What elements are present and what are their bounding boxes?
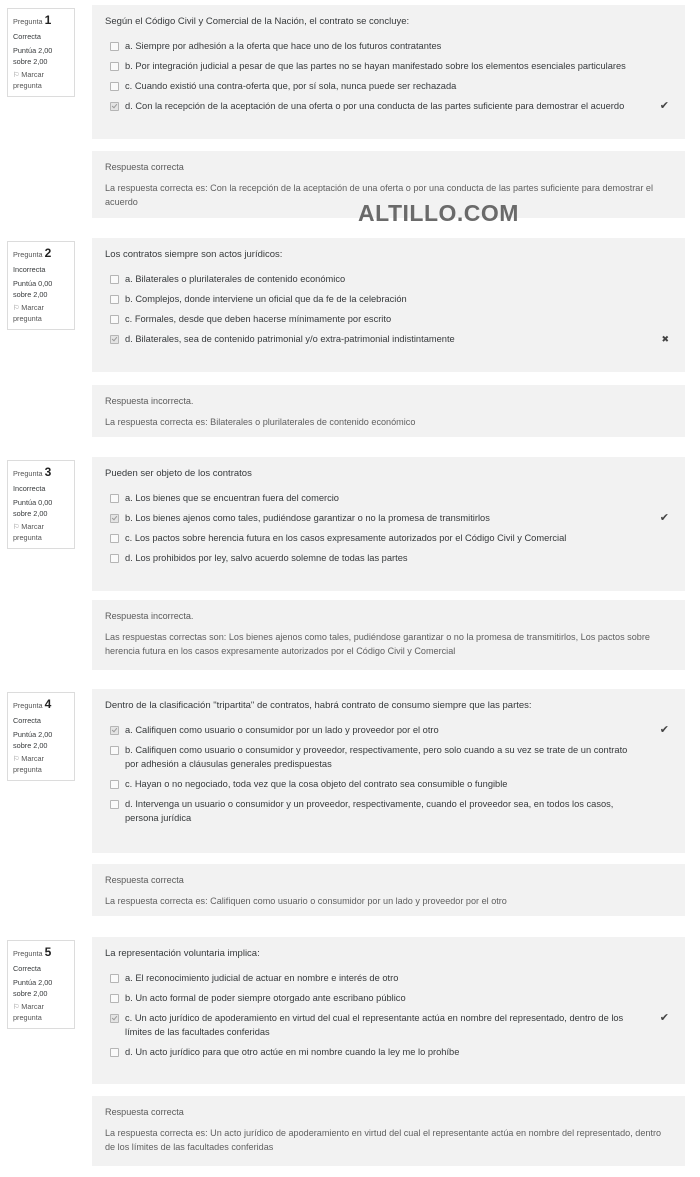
feedback-title: Respuesta correcta [105, 1107, 184, 1117]
question-formulation [92, 457, 685, 591]
correct-check-icon: ✔ [659, 512, 669, 524]
flag-icon: ⚐ [13, 72, 20, 80]
question-info [7, 692, 75, 781]
answer-checkbox-checked[interactable] [110, 102, 119, 111]
feedback-text: La respuesta correcta es: Un acto jurídico de apoderamiento en virtud del cual el representante actúa en nombre del representado, dentro de los límites de las facultades conferidas [105, 1128, 662, 1153]
answer-options [105, 971, 673, 1059]
answer-text: d. Un acto jurídico para que otro actúe en mi nombre cuando la ley me lo prohíbe [125, 1047, 460, 1057]
feedback-text: La respuesta correcta es: Califiquen como usuario o consumidor por un lado y proveedor por el otro [105, 896, 507, 907]
answer-option[interactable] [105, 39, 673, 53]
answer-text: a. Califiquen como usuario o consumidor por un lado y proveedor por el otro [125, 725, 439, 735]
answer-checkbox-checked[interactable] [110, 514, 119, 523]
answer-checkbox[interactable] [110, 974, 119, 983]
answer-text: c. Un acto jurídico de apoderamiento en virtud del cual el representante actúa en nombre del representado, dentro de los límites de las facultades conferidas [125, 1013, 624, 1037]
answer-option[interactable] [105, 743, 673, 771]
answer-checkbox[interactable] [110, 295, 119, 304]
question-text: Según el Código Civil y Comercial de la Nación, el contrato se concluye: [105, 16, 410, 27]
answer-checkbox[interactable] [110, 62, 119, 71]
answer-option[interactable] [105, 511, 673, 525]
question-number: 2 [44, 246, 52, 260]
question-state: Correcta [13, 964, 41, 974]
answer-option[interactable] [105, 777, 673, 791]
answer-checkbox[interactable] [110, 315, 119, 324]
question-score: Puntúa 2,00 sobre 2,00 [13, 729, 53, 750]
answer-option[interactable] [105, 531, 673, 545]
question-text: Dentro de la clasificación "tripartita" de contratos, habrá contrato de consumo siempre que las partes: [105, 700, 532, 711]
answer-checkbox-checked[interactable] [110, 335, 119, 344]
answer-text: c. Los pactos sobre herencia futura en los casos expresamente autorizados por el Código Civil y Comercial [125, 533, 567, 543]
question-info [7, 8, 75, 97]
answer-text: b. Los bienes ajenos como tales, pudiéndose garantizar o no la promesa de transmitirlos [125, 513, 490, 523]
feedback-title: Respuesta correcta [105, 875, 184, 885]
question-number: 3 [44, 465, 52, 479]
incorrect-cross-icon: ✖ [661, 334, 669, 344]
question-number: 5 [44, 945, 52, 959]
question-number: 4 [44, 697, 52, 711]
question-score: Puntúa 2,00 sobre 2,00 [13, 977, 53, 998]
flag-label: Marcar pregunta [13, 70, 44, 91]
question-state: Incorrecta [13, 484, 46, 494]
correct-check-icon: ✔ [659, 100, 669, 112]
answer-option[interactable] [105, 491, 673, 505]
feedback-title: Respuesta incorrecta. [105, 611, 194, 621]
question-label: Pregunta [13, 949, 43, 958]
flag-icon: ⚐ [13, 756, 20, 764]
answer-option[interactable] [105, 551, 673, 565]
question-formulation [92, 5, 685, 139]
flag-label: Marcar pregunta [13, 303, 44, 324]
question-state: Correcta [13, 716, 41, 726]
flag-question-link[interactable] [13, 1002, 71, 1024]
answer-text: d. Con la recepción de la aceptación de una oferta o por una conducta de las partes suficiente para demostrar el acuerdo [125, 101, 625, 111]
answer-checkbox[interactable] [110, 554, 119, 563]
answer-checkbox[interactable] [110, 534, 119, 543]
flag-icon: ⚐ [13, 1004, 20, 1012]
question-score: Puntúa 0,00 sobre 2,00 [13, 278, 53, 299]
flag-icon: ⚐ [13, 524, 20, 532]
question-state: Incorrecta [13, 265, 46, 275]
answer-option[interactable] [105, 79, 673, 93]
flag-icon: ⚐ [13, 305, 20, 313]
flag-label: Marcar pregunta [13, 754, 44, 775]
answer-checkbox-checked[interactable] [110, 726, 119, 735]
flag-question-link[interactable] [13, 303, 71, 325]
question-label: Pregunta [13, 17, 43, 26]
answer-text: a. El reconocimiento judicial de actuar en nombre e interés de otro [125, 973, 399, 983]
answer-text: a. Los bienes que se encuentran fuera del comercio [125, 493, 339, 503]
flag-label: Marcar pregunta [13, 522, 44, 543]
answer-option[interactable] [105, 312, 673, 326]
answer-option[interactable] [105, 59, 673, 73]
answer-text: b. Por integración judicial a pesar de que las partes no se hayan manifestado sobre los elementos esenciales particulares [125, 61, 626, 71]
answer-option[interactable] [105, 292, 673, 306]
question-formulation [92, 689, 685, 853]
feedback-box [92, 600, 685, 670]
feedback-title: Respuesta incorrecta. [105, 396, 194, 406]
answer-option[interactable] [105, 971, 673, 985]
question-info [7, 241, 75, 330]
answer-checkbox[interactable] [110, 82, 119, 91]
answer-checkbox[interactable] [110, 800, 119, 809]
answer-text: a. Siempre por adhesión a la oferta que hace uno de los futuros contratantes [125, 41, 442, 51]
answer-checkbox[interactable] [110, 780, 119, 789]
question-info [7, 460, 75, 549]
question-state: Correcta [13, 32, 41, 42]
answer-option[interactable] [105, 1011, 673, 1039]
answer-text: c. Cuando existió una contra-oferta que, por sí sola, nunca puede ser rechazada [125, 81, 457, 91]
answer-text: d. Intervenga un usuario o consumidor y un proveedor, respectivamente, cuando el proveedor sea, en todos los casos, persona jurídica [125, 799, 614, 823]
answer-checkbox[interactable] [110, 42, 119, 51]
answer-text: b. Un acto formal de poder siempre otorgado ante escribano público [125, 993, 406, 1003]
answer-option[interactable] [105, 797, 673, 825]
correct-check-icon: ✔ [659, 1012, 669, 1024]
answer-options [105, 39, 673, 113]
feedback-box [92, 1096, 685, 1166]
answer-option[interactable] [105, 332, 673, 346]
answer-checkbox[interactable] [110, 746, 119, 755]
answer-text: a. Bilaterales o plurilaterales de contenido económico [125, 274, 346, 284]
question-text: Pueden ser objeto de los contratos [105, 468, 252, 479]
answer-text: d. Los prohibidos por ley, salvo acuerdo solemne de todas las partes [125, 553, 408, 563]
answer-checkbox[interactable] [110, 994, 119, 1003]
feedback-text: La respuesta correcta es: Con la recepción de la aceptación de una oferta o por una conducta de las partes suficiente para demostrar el acuerdo [105, 183, 653, 208]
question-label: Pregunta [13, 469, 43, 478]
feedback-box [92, 864, 685, 916]
question-formulation [92, 937, 685, 1084]
flag-label: Marcar pregunta [13, 1002, 44, 1023]
answer-options [105, 491, 673, 565]
answer-text: c. Hayan o no negociado, toda vez que la cosa objeto del contrato sea consumible o fungible [125, 779, 508, 789]
feedback-text: Las respuestas correctas son: Los bienes ajenos como tales, pudiéndose garantizar o no la promesa de transmitirlos, Los pactos sobre herencia futura en los casos expresamente autorizados por el Código Civil y Comercial [105, 632, 650, 657]
answer-checkbox-checked[interactable] [110, 1014, 119, 1023]
correct-check-icon: ✔ [659, 724, 669, 736]
feedback-text: La respuesta correcta es: Bilaterales o plurilaterales de contenido económico [105, 417, 416, 428]
answer-checkbox[interactable] [110, 1048, 119, 1057]
question-formulation [92, 238, 685, 372]
answer-option[interactable] [105, 99, 673, 113]
watermark: ALTILLO.COM [358, 200, 519, 226]
question-label: Pregunta [13, 250, 43, 259]
question-score: Puntúa 0,00 sobre 2,00 [13, 497, 53, 518]
answer-option[interactable] [105, 723, 673, 737]
answer-text: c. Formales, desde que deben hacerse mínimamente por escrito [125, 314, 392, 324]
answer-text: b. Califiquen como usuario o consumidor y proveedor, respectivamente, pero solo cuando a su vez se trate de un contrato por adhesión a cláusulas generales predispuestas [125, 745, 628, 769]
answer-option[interactable] [105, 272, 673, 286]
answer-option[interactable] [105, 991, 673, 1005]
answer-checkbox[interactable] [110, 275, 119, 284]
question-text: Los contratos siempre son actos jurídicos: [105, 249, 283, 260]
answer-text: b. Complejos, donde interviene un oficial que da fe de la celebración [125, 294, 407, 304]
flag-question-link[interactable] [13, 754, 71, 776]
answer-options [105, 723, 673, 825]
question-number: 1 [44, 13, 52, 27]
flag-question-link[interactable] [13, 522, 71, 544]
question-label: Pregunta [13, 701, 43, 710]
question-info [7, 940, 75, 1029]
question-score: Puntúa 2,00 sobre 2,00 [13, 45, 53, 66]
question-text: La representación voluntaria implica: [105, 948, 260, 959]
flag-question-link[interactable] [13, 70, 71, 92]
answer-text: d. Bilaterales, sea de contenido patrimonial y/o extra-patrimonial indistintamente [125, 334, 455, 344]
answer-option[interactable] [105, 1045, 673, 1059]
feedback-box [92, 385, 685, 437]
feedback-title: Respuesta correcta [105, 162, 184, 172]
answer-options [105, 272, 673, 346]
answer-checkbox[interactable] [110, 494, 119, 503]
